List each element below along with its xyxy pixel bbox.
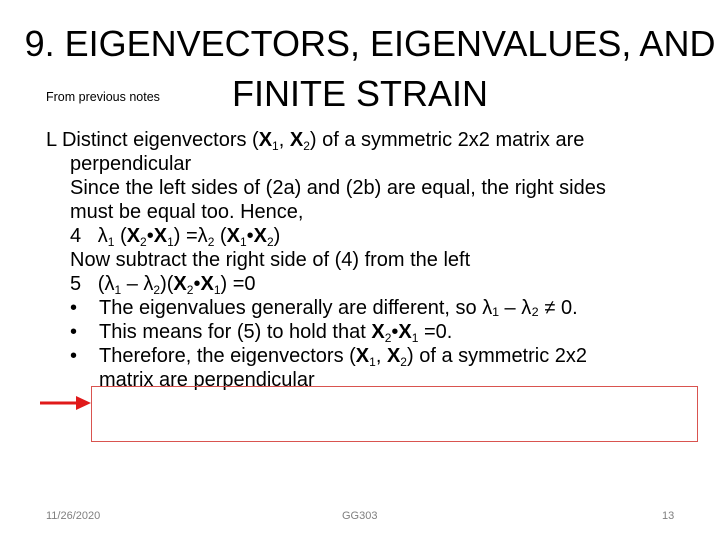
footer-course: GG303: [342, 510, 378, 522]
slide-body: [46, 128, 696, 392]
bullet-eigenvalues: • The eigenvalues generally are different, so λ₁ – λ₂ ≠ 0.: [70, 297, 578, 319]
highlight-box: [91, 386, 698, 442]
body-line-subtract: Now subtract the right side of (4) from the left: [70, 249, 471, 271]
slide-title-line1: 9. EIGENVECTORS, EIGENVALUES, AND: [24, 23, 716, 64]
body-line-4: must be equal too. Hence,: [70, 201, 304, 223]
bullet-condition: • This means for (5) to hold that $X_2•X_1 =0$.: [70, 321, 453, 345]
previous-notes-label: From previous notes: [46, 90, 160, 104]
bullet-conclusion-cont: matrix are perpendicular: [99, 369, 315, 391]
bullet-conclusion: • Therefore, the eigenvectors ($X_1$, $X_2$) of a symmetric 2x2: [70, 345, 588, 369]
slide-title-line2: FINITE STRAIN: [231, 73, 488, 114]
equation-4: 4 $\lambda_1$ $(X_2•X_1) =\lambda_2$ $(X_1•X_2)$: [70, 225, 281, 249]
body-line-3: Since the left sides of (2a) and (2b) are equal, the right sides: [70, 177, 606, 199]
equation-5: 5 ($\lambda_1$ – $\lambda_2)(X_2•X_1) =0$: [70, 273, 256, 297]
body-line-2: perpendicular: [70, 153, 192, 175]
footer-date: 11/26/2020: [46, 510, 101, 522]
footer-page-number: 13: [662, 510, 675, 522]
body-line-1: L Distinct eigenvectors ($X_1$, $X_2$) of a symmetric 2x2 matrix are: [46, 129, 585, 153]
red-arrow-icon: [40, 394, 92, 412]
